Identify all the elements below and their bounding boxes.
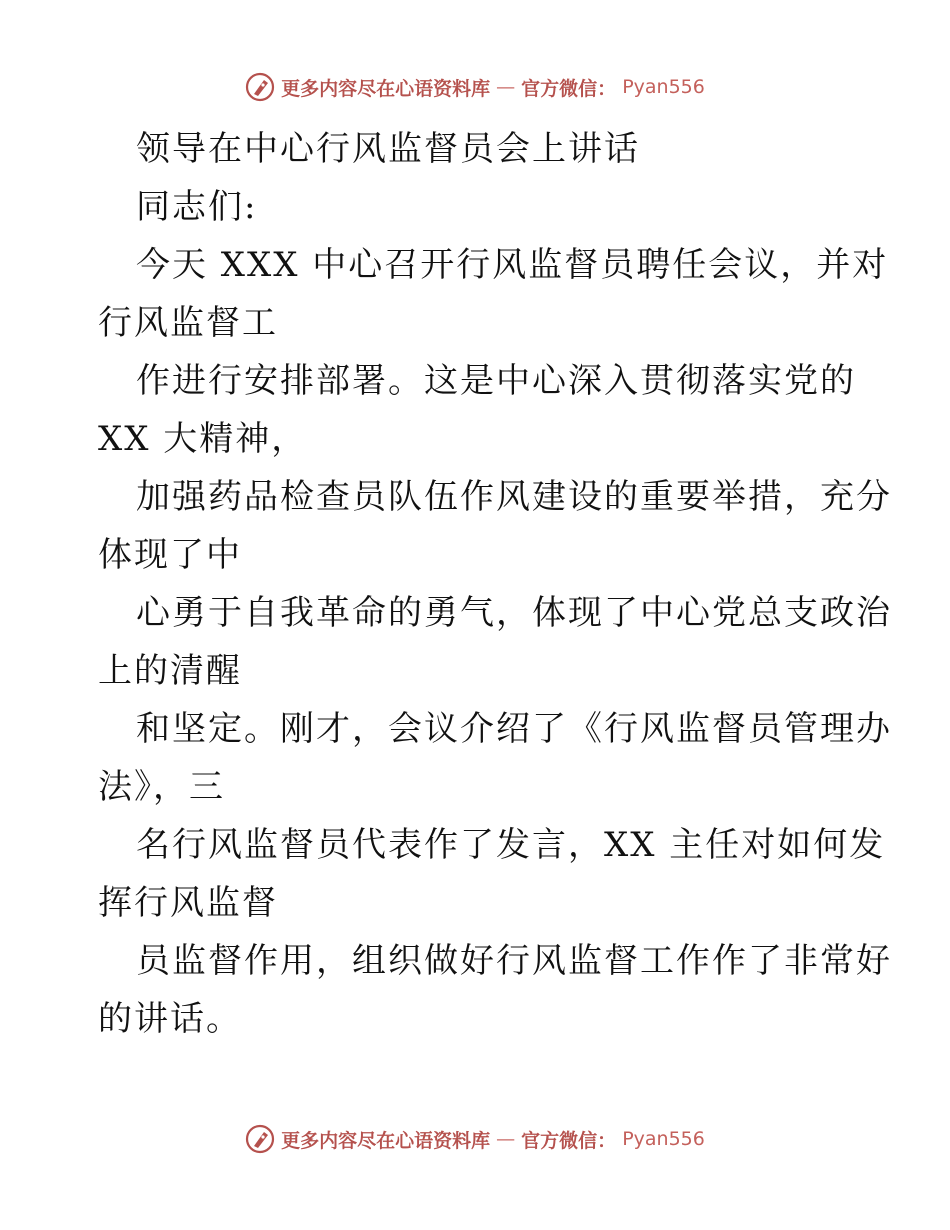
watermark-text: 更多内容尽在心语资料库 bbox=[281, 1129, 491, 1152]
document-title: 领导在中心行风监督员会上讲话 bbox=[136, 129, 640, 169]
watermark-wechat-label: 官方微信： bbox=[521, 1129, 617, 1152]
watermark-wechat-id: Pyan556 bbox=[622, 1128, 705, 1150]
paragraph-line: 法》，三 bbox=[98, 767, 225, 807]
watermark-wechat-label: 官方微信： bbox=[521, 77, 617, 100]
paragraph-line: 的讲话。 bbox=[98, 999, 242, 1039]
paragraph-line: 行风监督工 bbox=[98, 303, 278, 343]
watermark-separator: — bbox=[496, 1128, 516, 1150]
watermark-text: 更多内容尽在心语资料库 bbox=[281, 77, 491, 100]
paragraph-line: 今天 XXX 中心召开行风监督员聘任会议，并对 bbox=[136, 245, 889, 285]
paragraph-line: 挥行风监督 bbox=[98, 883, 278, 923]
paragraph-line: XX 大精神， bbox=[98, 419, 308, 459]
watermark-separator: — bbox=[496, 76, 516, 98]
watermark-wechat-id: Pyan556 bbox=[622, 76, 705, 98]
fountain-pen-logo-icon bbox=[245, 1124, 275, 1154]
paragraph-line: 上的清醒 bbox=[98, 651, 242, 691]
document-body bbox=[98, 120, 892, 1048]
footer-watermark bbox=[0, 1124, 950, 1154]
paragraph-line: 作进行安排部署。这是中心深入贯彻落实党的 bbox=[136, 361, 856, 401]
paragraph-line: 名行风监督员代表作了发言，XX 主任对如何发 bbox=[136, 825, 886, 865]
header-watermark bbox=[0, 72, 950, 102]
paragraph-line: 体现了中 bbox=[98, 535, 242, 575]
paragraph-line: 心勇于自我革命的勇气，体现了中心党总支政治 bbox=[136, 593, 892, 633]
salutation: 同志们: bbox=[136, 187, 258, 227]
fountain-pen-logo-icon bbox=[245, 72, 275, 102]
paragraph-line: 加强药品检查员队伍作风建设的重要举措，充分 bbox=[136, 477, 892, 517]
paragraph-line: 员监督作用，组织做好行风监督工作作了非常好 bbox=[136, 941, 892, 981]
paragraph-line: 和坚定。刚才，会议介绍了《行风监督员管理办 bbox=[136, 709, 892, 749]
